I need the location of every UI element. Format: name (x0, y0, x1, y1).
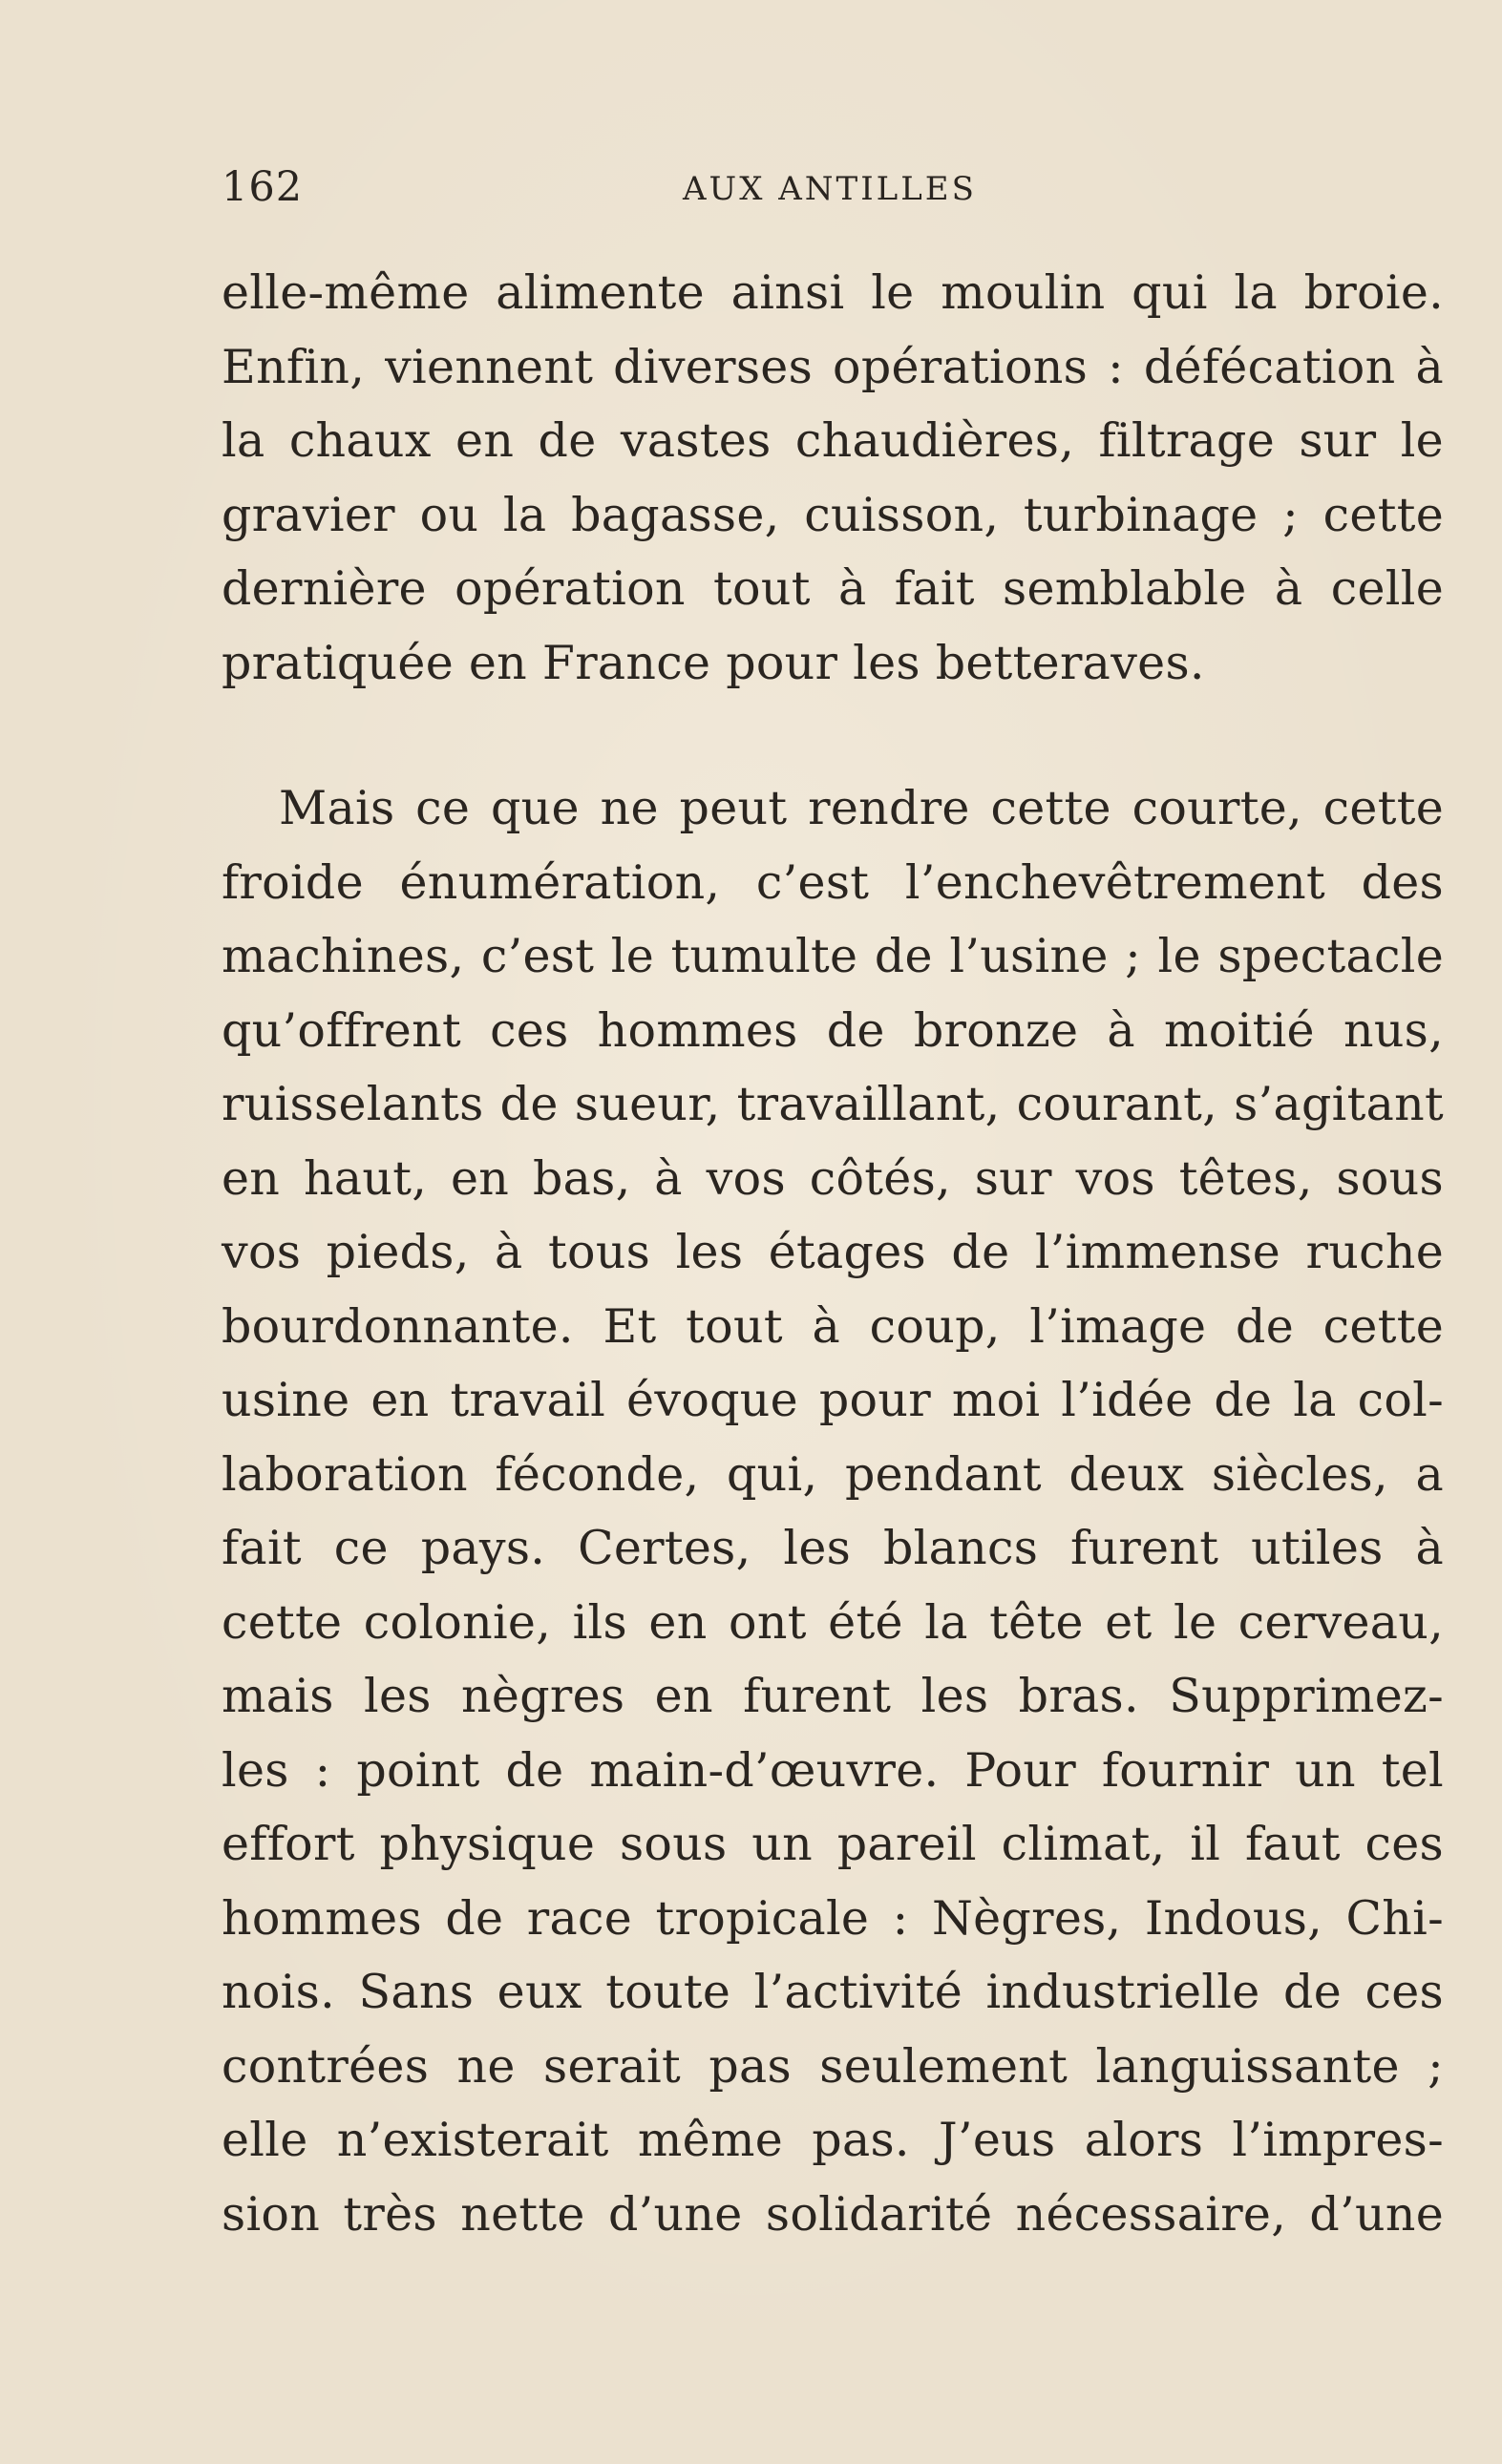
text-line: laboration féconde, qui, pendant deux siècles, a (222, 1446, 1444, 1502)
text-line: hommes de race tropicale : Nègres, Indous, Chi- (222, 1890, 1444, 1946)
text-line: froide énumération, c’est l’enchevêtrement des (222, 854, 1444, 910)
text-line: effort physique sous un pareil climat, il faut ces (222, 1817, 1444, 1871)
text-line: cette colonie, ils en ont été la tête et le cerveau, (222, 1594, 1444, 1650)
text-line: bourdonnante. Et tout à coup, l’image de cette (222, 1298, 1444, 1354)
text-line: Enfin, viennent diverses opérations : défécation à (222, 339, 1444, 394)
text-line: contrées ne serait pas seulement languissante ; (222, 2038, 1444, 2094)
text-line: qu’offrent ces hommes de bronze à moitié nus, (222, 1002, 1444, 1058)
text-line: machines, c’est le tumulte de l’usine ; le spectacle (222, 929, 1444, 983)
text-line: en haut, en bas, à vos côtés, sur vos têtes, sous (222, 1150, 1444, 1206)
text-line: elle-même alimente ainsi le moulin qui la broie. (222, 265, 1444, 320)
text-line: vos pieds, à tous les étages de l’immense ruche (222, 1225, 1444, 1279)
paragraph-2 (222, 771, 1444, 2251)
running-title: AUX ANTILLES (683, 170, 977, 208)
text-line: ruisselants de sueur, travaillant, courant, s’agitant (222, 1077, 1444, 1131)
text-line: pratiquée en France pour les betteraves. (222, 635, 1205, 690)
text-line: nois. Sans eux toute l’activité industrielle de ces (222, 1965, 1444, 2019)
text-line: gravier ou la bagasse, cuisson, turbinage ; cette (222, 487, 1444, 542)
text-line: la chaux en de vastes chaudières, filtrage sur le (222, 413, 1444, 468)
text-line: Mais ce que ne peut rendre cette courte, cette (279, 781, 1444, 835)
text-line: sion très nette d’une solidarité nécessaire, d’une (222, 2186, 1444, 2242)
text-line: mais les nègres en furent les bras. Supprimez- (222, 1669, 1444, 1723)
page-header (222, 160, 1444, 214)
text-line: les : point de main-d’œuvre. Pour fournir un tel (222, 1742, 1444, 1798)
text-line: fait ce pays. Certes, les blancs furent utiles à (222, 1521, 1444, 1575)
paragraph-1 (222, 256, 1444, 700)
text-line: elle n’existerait même pas. J’eus alors l’impres- (222, 2113, 1444, 2167)
body-text (222, 256, 1444, 2251)
text-line: usine en travail évoque pour moi l’idée de la col- (222, 1373, 1444, 1427)
page-number: 162 (222, 163, 304, 211)
text-line: dernière opération tout à fait semblable à celle (222, 561, 1444, 616)
